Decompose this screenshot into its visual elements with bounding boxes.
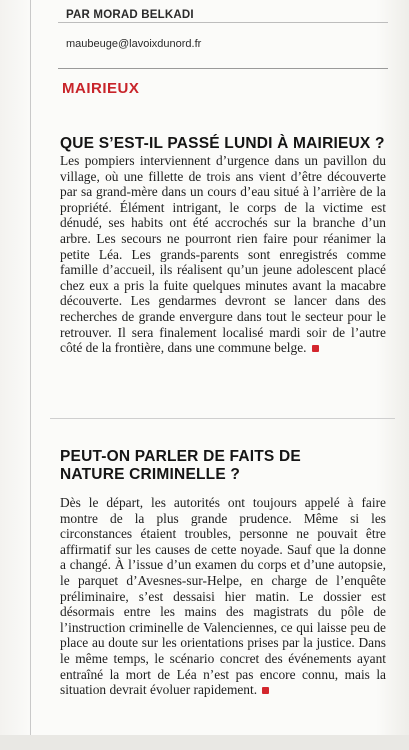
page-fold-shadow xyxy=(0,735,409,750)
article-paragraph-2 xyxy=(60,495,386,723)
section-divider xyxy=(50,418,395,419)
paragraph-1-text: Les pompiers interviennent d’urgence dans un pavillon du village, où une fillette de trois ans vient d’être découverte par sa grand-mère dans un cours d’eau situé à l’arrière de la propriété. Élément intrigant, le corps de la victime est dénudé, ses habits ont été accrochés sur la branche d’un arbre. Les secours ne pourront rien faire pour réanimer la petite Léa. Les grands-parents sont enregistrés comme famille d’accueil, ils réalisent qu’un jeune adolescent placé chez eux a pris la fuite quelques minutes avant la macabre découverte. Les gendarmes devront se lancer dans des recherches de grande envergure dans tout le secteur pour le retrouver. Il sera finalement localisé mardi soir de l’autre côté de la frontière, dans une commune belge. xyxy=(60,153,386,356)
byline: PAR MORAD BELKADI xyxy=(66,9,194,21)
section-rule xyxy=(58,68,388,69)
paragraph-2-text: Dès le départ, les autorités ont toujours appelé à faire montre de la plus grande prudence. Même si les circonstances étaient troubles, personne ne pouvait être affirmatif sur les causes de cette noyade. Sauf que la donne a changé. À l’issue d’un examen du corps et d’une autopsie, le parquet d’Avesnes-sur-Helpe, en charge de l’enquête préliminaire, s’est dessaisi hier matin. Le dossier est désormais entre les mains des magistrats du pôle de l’instruction criminelle de Valenciennes, ce qui laisse peu de place au doute sur les orientations prises par la justice. Dans le même temps, le scénario concret des événements ayant entraîné la mort de Léa n’est pas encore connu, mais la situation devrait évoluer rapidement. xyxy=(60,495,386,698)
question-heading-2: PEUT-ON PARLER DE FAITS DE NATURE CRIMINELLE ? xyxy=(60,448,301,483)
end-of-paragraph-mark xyxy=(312,345,319,352)
header-rule xyxy=(58,22,388,23)
author-email: maubeuge@lavoixdunord.fr xyxy=(66,38,202,50)
article-paragraph-1 xyxy=(60,153,386,387)
column-rule xyxy=(30,0,31,750)
end-of-paragraph-mark xyxy=(262,687,269,694)
section-label: MAIRIEUX xyxy=(62,80,140,97)
question-heading-1: QUE S’EST-IL PASSÉ LUNDI À MAIRIEUX ? xyxy=(60,135,385,152)
